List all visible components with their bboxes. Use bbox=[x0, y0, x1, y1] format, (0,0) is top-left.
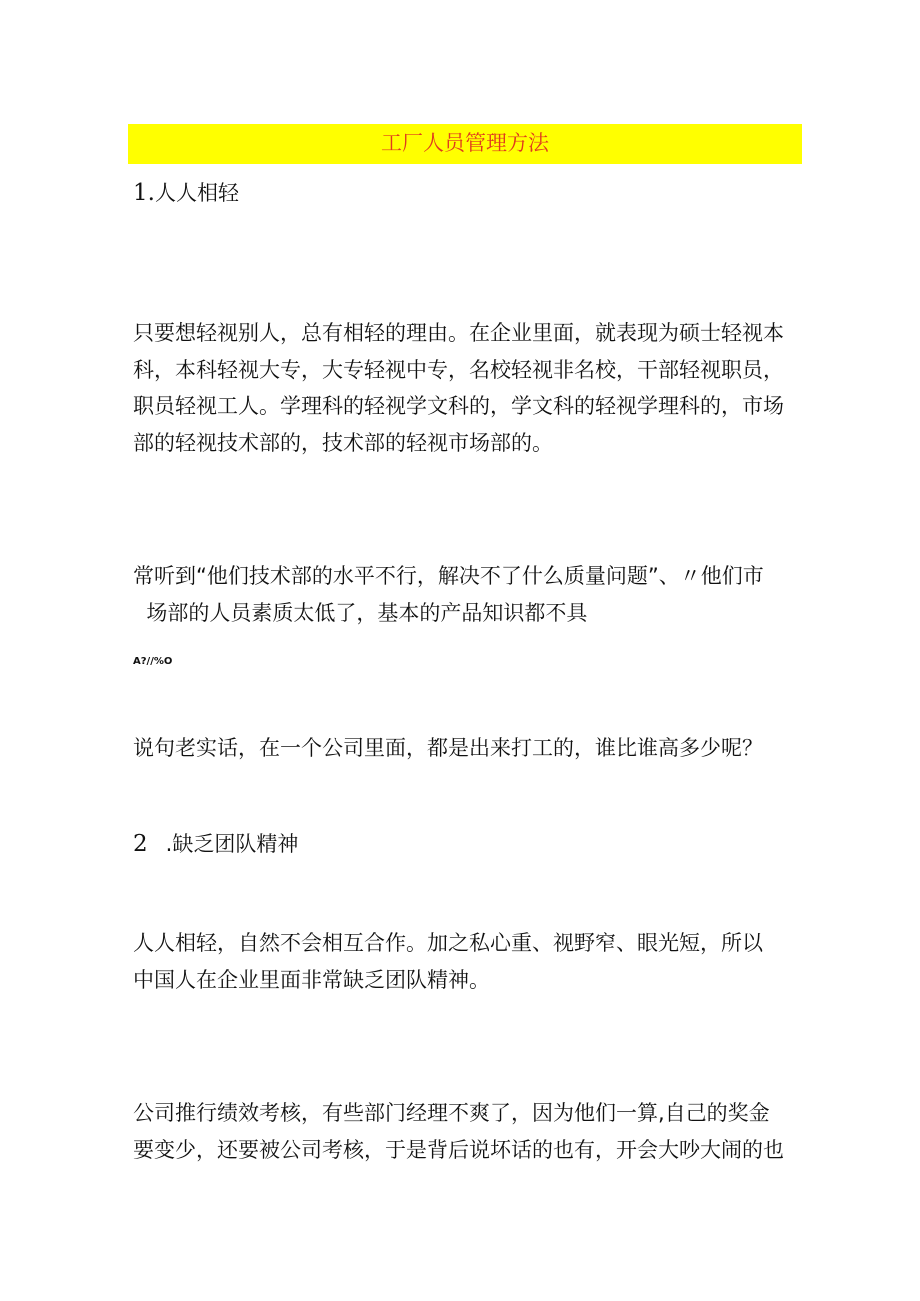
paragraph-4 bbox=[133, 925, 813, 998]
paragraph-line: 科，本科轻视大专，大专轻视中专，名校轻视非名校，干部轻视职员， bbox=[133, 357, 784, 382]
paragraph-3 bbox=[133, 730, 813, 767]
paragraph-line: 场部的人员素质太低了，基本的产品知识都不具 bbox=[133, 600, 588, 625]
paragraph-line: 只要想轻视别人，总有相轻的理由。在企业里面，就表现为硕士轻视本 bbox=[133, 321, 784, 345]
paragraph-line: 中国人在企业里面非常缺乏团队精神。 bbox=[133, 967, 490, 992]
section-number: 2 bbox=[133, 831, 148, 857]
paragraph-line: 职员轻视工人。学理科的轻视学文科的，学文科的轻视学理科的，市场 bbox=[133, 394, 784, 418]
title-text: 工厂人员管理方法 bbox=[381, 131, 549, 155]
section-title: 人人相轻 bbox=[154, 181, 239, 205]
paragraph-2 bbox=[133, 558, 813, 631]
paragraph-1 bbox=[133, 315, 813, 461]
paragraph-line: 部的轻视技术部的，技术部的轻视市场部的。 bbox=[133, 430, 553, 455]
garbled-text: A?//%O bbox=[133, 656, 173, 667]
section-heading-1 bbox=[133, 178, 239, 208]
paragraph-line: 人人相轻，自然不会相互合作。加之私心重、视野窄、眼光短，所以 bbox=[133, 931, 763, 955]
paragraph-line: 公司推行绩效考核，有些部门经理不爽了，因为他们一算,自己的奖金 bbox=[133, 1101, 770, 1125]
paragraph-line: 要变少，还要被公司考核，于是背后说坏话的也有，开会大吵大闹的也 bbox=[133, 1137, 784, 1162]
section-heading-2 bbox=[133, 829, 298, 859]
paragraph-line: 说句老实话，在一个公司里面，都是出来打工的，谁比谁高多少呢？ bbox=[133, 736, 763, 760]
paragraph-5 bbox=[133, 1095, 813, 1168]
paragraph-line: 常听到“他们技术部的水平不行，解决不了什么质量问题”、〃他们市 bbox=[133, 564, 764, 588]
section-title: .缺乏团队精神 bbox=[165, 832, 299, 856]
section-number: 1. bbox=[133, 180, 155, 206]
document-title bbox=[128, 124, 802, 164]
